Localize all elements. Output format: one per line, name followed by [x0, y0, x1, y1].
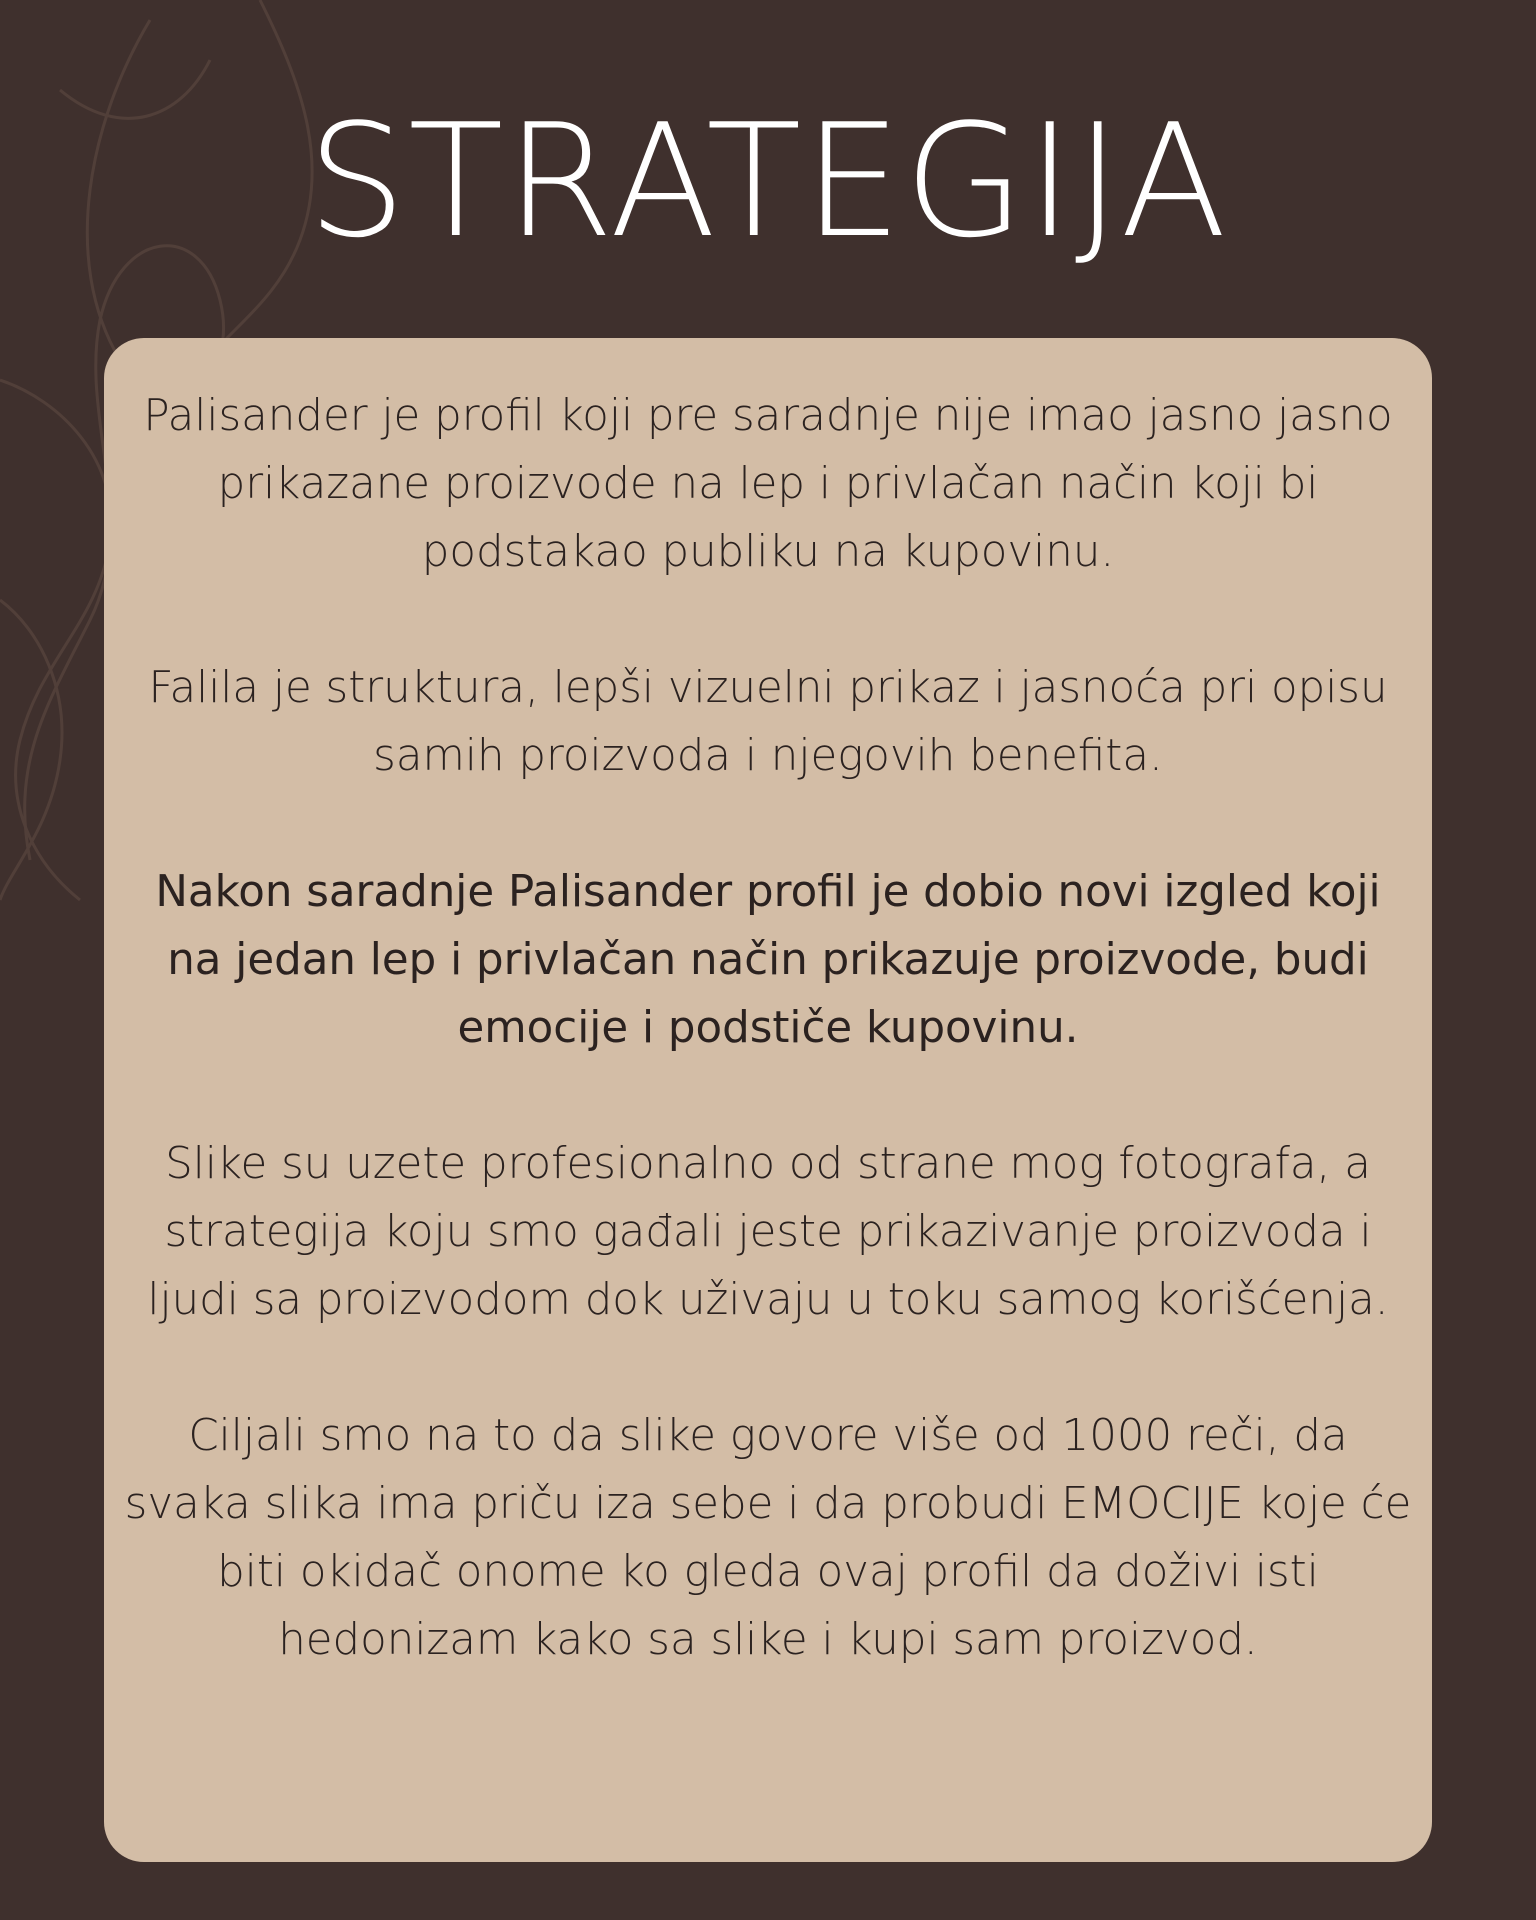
paragraph-goal: Ciljali smo na to da slike govore više od 1000 reči, da svaka slika ima priču iza sebe i da probudi EMOCIJE koje će biti okidač onome ko gleda ovaj profil da doživi isti hedonizam kako sa slike i kupi sam proizvod.: [124, 1411, 1412, 1665]
paragraph-intro: Palisander je profil koji pre saradnje nije imao jasno jasno prikazane proizvode na lep i privlačan način koji bi podstakao publiku na kupovinu.: [143, 391, 1393, 577]
content-card: [104, 338, 1432, 1862]
paragraph-photos: Slike su uzete profesionalno od strane mog fotografa, a strategija koju smo gađali jeste prikazivanje proizvoda i ljudi sa proizvodom dok uživaju u toku samog korišćenja.: [147, 1139, 1389, 1325]
page-title: STRATEGIJA: [307, 90, 1229, 272]
paragraph-result: Nakon saradnje Palisander profil je dobio novi izgled koji na jedan lep i privlačan način prikazuje proizvode, budi emocije i podstiče kupovinu.: [155, 867, 1381, 1053]
paragraph-missing: Falila je struktura, lepši vizuelni prikaz i jasnoća pri opisu samih proizvoda i njegovih benefita.: [148, 663, 1388, 781]
